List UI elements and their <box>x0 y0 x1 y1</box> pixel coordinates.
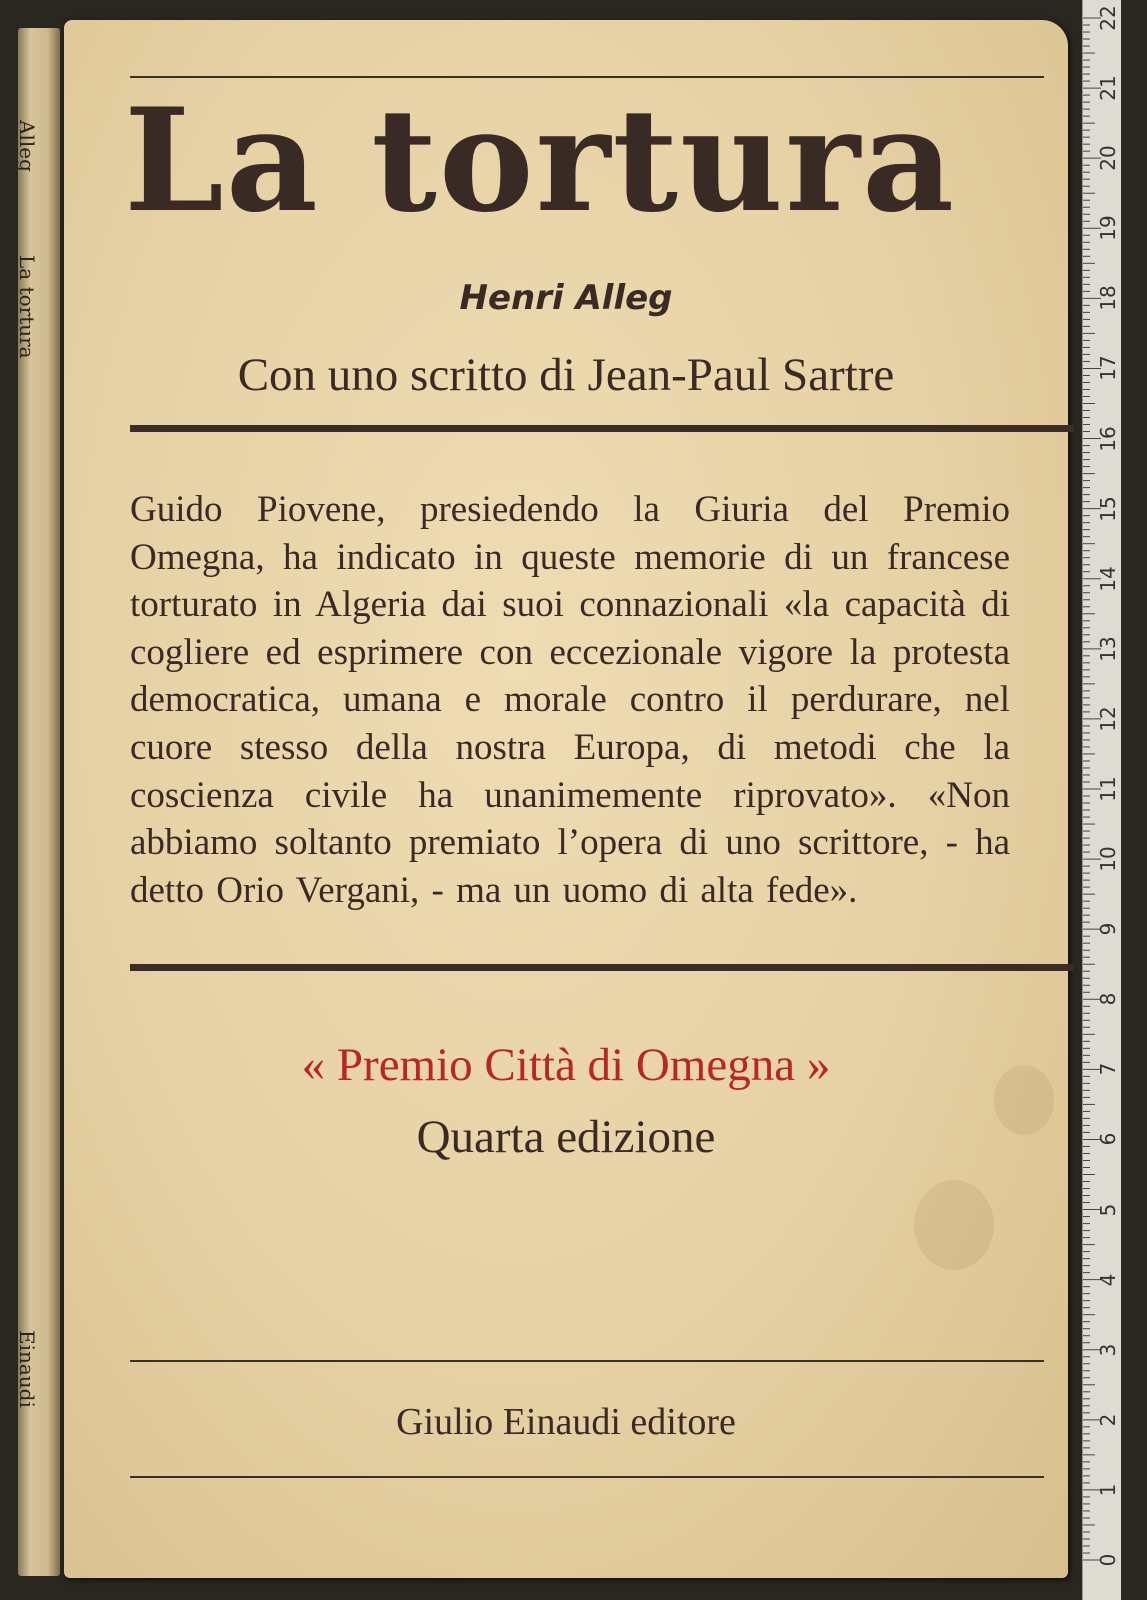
book-author: Henri Alleg <box>459 278 673 318</box>
ruler-label: 0 <box>1096 1553 1120 1567</box>
bottom-rule <box>130 1476 1044 1478</box>
ruler-label: 3 <box>1096 1343 1120 1357</box>
ruler-label: 15 <box>1096 495 1120 522</box>
divider-rule <box>130 964 1074 971</box>
ruler-label: 1 <box>1096 1483 1120 1497</box>
measuring-ruler <box>1082 0 1121 1600</box>
prize-label: « Premio Città di Omegna » <box>301 1039 831 1091</box>
spine-title: La tortura <box>15 255 39 359</box>
book-subtitle: Con uno scritto di Jean-Paul Sartre <box>237 349 895 401</box>
ruler-label: 7 <box>1096 1063 1120 1076</box>
cover-blurb: Guido Piovene, presiedendo la Giuria del Premio Omegna, ha indicato in queste memorie di un francese torturato in Algeria dai suoi connazionali «la capacità di cogliere ed esprimere con eccezionale vigore la protesta democratica, umana e morale contro il perdurare, nel cuore stesso della nostra Europa, di metodi che la coscienza civile ha unanimemente riprovato». «Non abbiamo soltanto premiato l’opera di uno scrittore, - ha detto Orio Vergani, - ma un uomo di alta fede». <box>130 489 1010 911</box>
paper-stain <box>914 1180 994 1270</box>
book-cover <box>64 20 1068 1578</box>
divider-rule <box>130 425 1074 432</box>
ruler-label: 22 <box>1096 5 1120 31</box>
ruler-label: 6 <box>1096 1133 1120 1146</box>
ruler-label: 17 <box>1096 355 1120 382</box>
ruler-label: 18 <box>1096 285 1120 312</box>
ruler-label: 5 <box>1096 1203 1120 1216</box>
publisher-name: Giulio Einaudi editore <box>396 1401 736 1443</box>
spine-publisher: Einaudi <box>15 1330 39 1408</box>
ruler-label: 21 <box>1096 75 1120 101</box>
ruler-label: 10 <box>1096 846 1120 872</box>
ruler-label: 14 <box>1096 566 1120 592</box>
edition-label: Quarta edizione <box>416 1111 716 1163</box>
spine-author: Alleg <box>15 120 39 172</box>
ruler-label: 8 <box>1096 992 1120 1006</box>
ruler-label: 13 <box>1096 636 1120 662</box>
ruler-label: 11 <box>1096 776 1120 802</box>
ruler-label: 20 <box>1096 145 1120 171</box>
ruler-label: 19 <box>1096 215 1120 241</box>
book-title: La tortura <box>124 78 957 244</box>
ruler-label: 2 <box>1096 1413 1120 1427</box>
ruler-label: 16 <box>1096 425 1120 452</box>
ruler-label: 4 <box>1096 1273 1120 1286</box>
bottom-rule <box>130 1360 1044 1362</box>
ruler-label: 12 <box>1096 706 1120 732</box>
ruler-label: 9 <box>1096 922 1120 936</box>
